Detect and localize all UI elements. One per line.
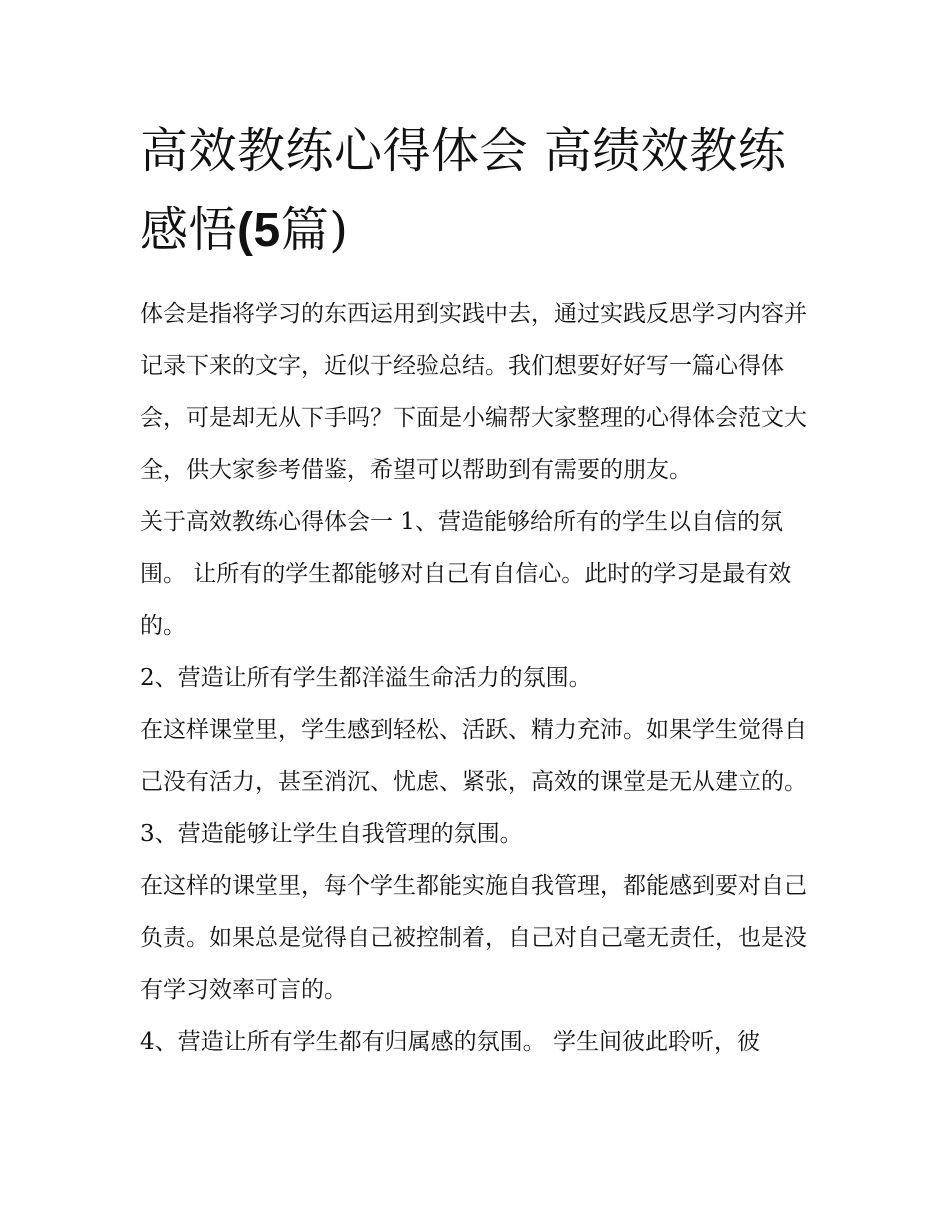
body-paragraph: 在这样的课堂里，每个学生都能实施自我管理，都能感到要对自己负责。如果总是觉得自己被控制着，自己对自己毫无责任，也是没有学习效率可言的。 [140, 873, 807, 1003]
body-paragraph: 在这样课堂里，学生感到轻松、活跃、精力充沛。如果学生觉得自己没有活力，甚至消沉、忧虑、紧张，高效的课堂是无从建立的。 3、营造能够让学生自我管理的氛围。 [140, 717, 807, 847]
document-page [140, 112, 820, 1068]
title-suffix: 篇) [280, 202, 349, 258]
body-paragraph: 4、营造让所有学生都有归属感的氛围。 学生间彼此聆听，彼 [140, 1029, 760, 1055]
title-main: 高效教练心得体会 高绩效教练感悟 [140, 123, 787, 258]
title-count: (5 [237, 204, 281, 257]
document-title [140, 112, 820, 270]
body-paragraph: 2、营造让所有学生都洋溢生命活力的氛围。 [140, 665, 592, 691]
intro-paragraph: 体会是指将学习的东西运用到实践中去，通过实践反思学习内容并记录下来的文字，近似于经验总结。我们想要好好写一篇心得体会，可是却无从下手吗？下面是小编帮大家整理的心得体会范文大全，供大家参考借鉴，希望可以帮助到有需要的朋友。 [140, 301, 807, 483]
body-paragraph: 关于高效教练心得体会一 1、营造能够给所有的学生以自信的氛围。 让所有的学生都能够对自己有自信心。此时的学习是最有效的。 [140, 509, 792, 639]
